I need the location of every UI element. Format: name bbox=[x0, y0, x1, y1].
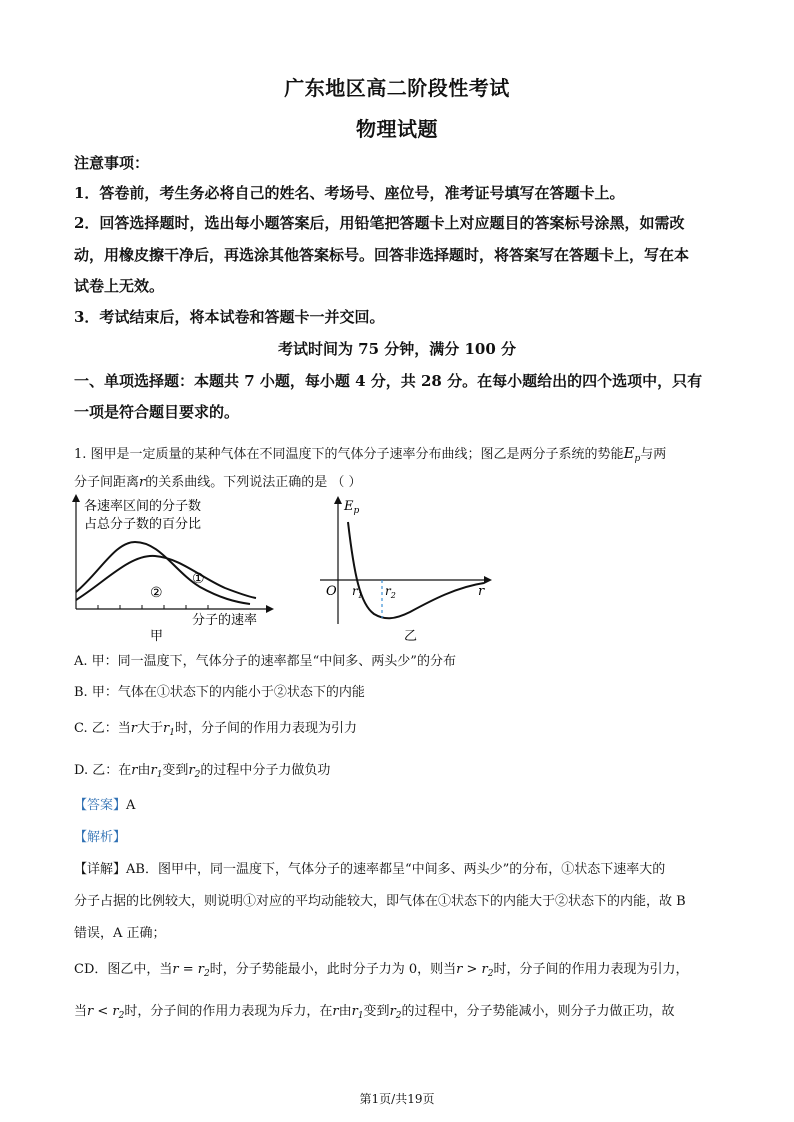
page-subtitle: 物理试题 bbox=[356, 117, 438, 141]
stem-text-cont: 的关系曲线。下列说法正确的是 （ ） bbox=[145, 475, 362, 490]
question-1-stem-line-2 bbox=[74, 471, 362, 490]
option-d-text: D. 乙：在 bbox=[74, 763, 132, 778]
option-d-text: 的过程中分子力做负功 bbox=[200, 763, 331, 778]
figure-yi-ep-curve bbox=[348, 522, 484, 618]
cd-text: 时，分子势能最小，此时分子力为 0，则当 bbox=[209, 962, 457, 977]
r-lt-r2: $r < r_2$ bbox=[87, 1004, 125, 1021]
notice-heading: 注意事项： bbox=[74, 154, 150, 172]
figure-jia-ylabel-line-2: 占总分子数的百分比 bbox=[84, 517, 202, 532]
question-1-stem-line-1 bbox=[74, 443, 666, 464]
figure-jia-xlabel: 分子的速率 bbox=[192, 613, 258, 628]
detail-line-3: 错误，A 正确； bbox=[74, 926, 166, 941]
ep-symbol: $E_p$ bbox=[623, 444, 641, 464]
option-d-text: 由 bbox=[137, 763, 151, 778]
option-d bbox=[74, 759, 330, 780]
option-c-text: C. 乙：当 bbox=[74, 721, 131, 736]
figure-jia-curve-1-label: ① bbox=[192, 571, 205, 587]
page-title: 广东地区高二阶段性考试 bbox=[284, 76, 510, 100]
figure-jia-curve-2 bbox=[76, 542, 250, 604]
cd-text: 的过程中，分子势能减小，则分子力做正功，故 bbox=[401, 1004, 675, 1019]
stem-text: 1. 图甲是一定质量的某种气体在不同温度下的气体分子速率分布曲线；图乙是两分子系统的势能 bbox=[74, 447, 624, 462]
figure-jia bbox=[60, 492, 280, 644]
r2-symbol: $r_2$ bbox=[389, 1004, 402, 1021]
r-symbol: r bbox=[130, 721, 137, 736]
figure-jia-curve-2-label: ② bbox=[150, 585, 163, 601]
cd-text: 变到 bbox=[363, 1004, 390, 1019]
option-a: A. 甲：同一温度下，气体分子的速率都呈“中间多、两头少”的分布 bbox=[74, 654, 456, 669]
r-symbol: r bbox=[139, 475, 146, 490]
figure-yi-xlabel: r bbox=[478, 584, 485, 599]
stem-text: 分子间距离 bbox=[74, 475, 140, 490]
r2-symbol: $r_2$ bbox=[188, 763, 201, 780]
option-c-text: 大于 bbox=[136, 721, 163, 736]
exam-time-info: 考试时间为 75 分钟，满分 100 分 bbox=[277, 340, 517, 358]
r-eq-r2: $r = r_2$ bbox=[172, 962, 210, 979]
option-d-text: 变到 bbox=[162, 763, 189, 778]
cd-text: 当 bbox=[74, 1004, 88, 1019]
section-heading-line-1: 一、单项选择题：本题共 7 小题，每小题 4 分，共 28 分。在每小题给出的四个选项中，只有 bbox=[74, 372, 703, 390]
page-number: 第1页/共19页 bbox=[359, 1092, 435, 1106]
notice-item-3: 3．考试结束后，将本试卷和答题卡一并交回。 bbox=[74, 308, 385, 326]
detail-line-1 bbox=[74, 858, 665, 877]
notice-item-1: 1．答卷前，考生务必将自己的姓名、考场号、座位号，准考证号填写在答题卡上。 bbox=[74, 184, 625, 202]
figure-jia-caption: 甲 bbox=[150, 629, 164, 644]
r-symbol: r bbox=[332, 1004, 339, 1019]
r1-symbol: $r_1$ bbox=[162, 721, 175, 738]
answer-line bbox=[74, 794, 135, 813]
notice-item-2-line-2: 动，用橡皮擦干净后，再选涂其他答案标号。回答非选择题时，将答案写在答题卡上，写在本 bbox=[74, 246, 690, 264]
detail-cd-line-1 bbox=[74, 958, 688, 979]
stem-text-cont: 与两 bbox=[640, 447, 667, 462]
section-heading-line-2: 一项是符合题目要求的。 bbox=[74, 403, 240, 421]
r-symbol: r bbox=[131, 763, 138, 778]
figure-yi bbox=[312, 494, 502, 644]
cd-text: 由 bbox=[338, 1004, 352, 1019]
notice-item-2-line-1: 2．回答选择题时，选出每小题答案后，用铅笔把答题卡上对应题目的答案标号涂黑，如需改 bbox=[74, 214, 685, 232]
cd-text: 时，分子间的作用力表现为引力， bbox=[493, 962, 689, 977]
option-c bbox=[74, 717, 357, 738]
analysis-label: 【解析】 bbox=[74, 830, 127, 845]
option-b: B. 甲：气体在①状态下的内能小于②状态下的内能 bbox=[74, 685, 365, 700]
notice-item-2-line-3: 试卷上无效。 bbox=[74, 277, 165, 295]
cd-text: CD．图乙中，当 bbox=[74, 962, 173, 977]
detail-label: 【详解】 bbox=[74, 862, 127, 877]
figure-yi-caption: 乙 bbox=[404, 629, 418, 644]
answer-label: 【答案】 bbox=[74, 798, 127, 813]
detail-text: AB．图甲中，同一温度下，气体分子的速率都呈“中间多、两头少”的分布，①状态下速率大的 bbox=[126, 862, 666, 877]
cd-text: 时，分子间的作用力表现为斥力，在 bbox=[124, 1004, 333, 1019]
detail-line-2: 分子占据的比例较大，则说明①对应的平均动能较大，即气体在①状态下的内能大于②状态下的内能，故 B bbox=[74, 894, 686, 909]
r1-symbol: $r_1$ bbox=[150, 763, 163, 780]
answer-value: A bbox=[126, 798, 136, 813]
figure-jia-ylabel-line-1: 各速率区间的分子数 bbox=[84, 499, 202, 514]
figure-yi-ylabel: $E_p$ bbox=[344, 499, 360, 516]
r-gt-r2: $r > r_2$ bbox=[456, 962, 494, 979]
r1-symbol: $r_1$ bbox=[351, 1004, 364, 1021]
option-c-text: 时，分子间的作用力表现为引力 bbox=[174, 721, 357, 736]
detail-cd-line-2 bbox=[74, 1000, 675, 1021]
figure-yi-r1-label: $r_1$ bbox=[352, 584, 363, 600]
figure-yi-origin: O bbox=[326, 584, 337, 599]
figure-yi-r2-label: $r_2$ bbox=[385, 584, 396, 600]
